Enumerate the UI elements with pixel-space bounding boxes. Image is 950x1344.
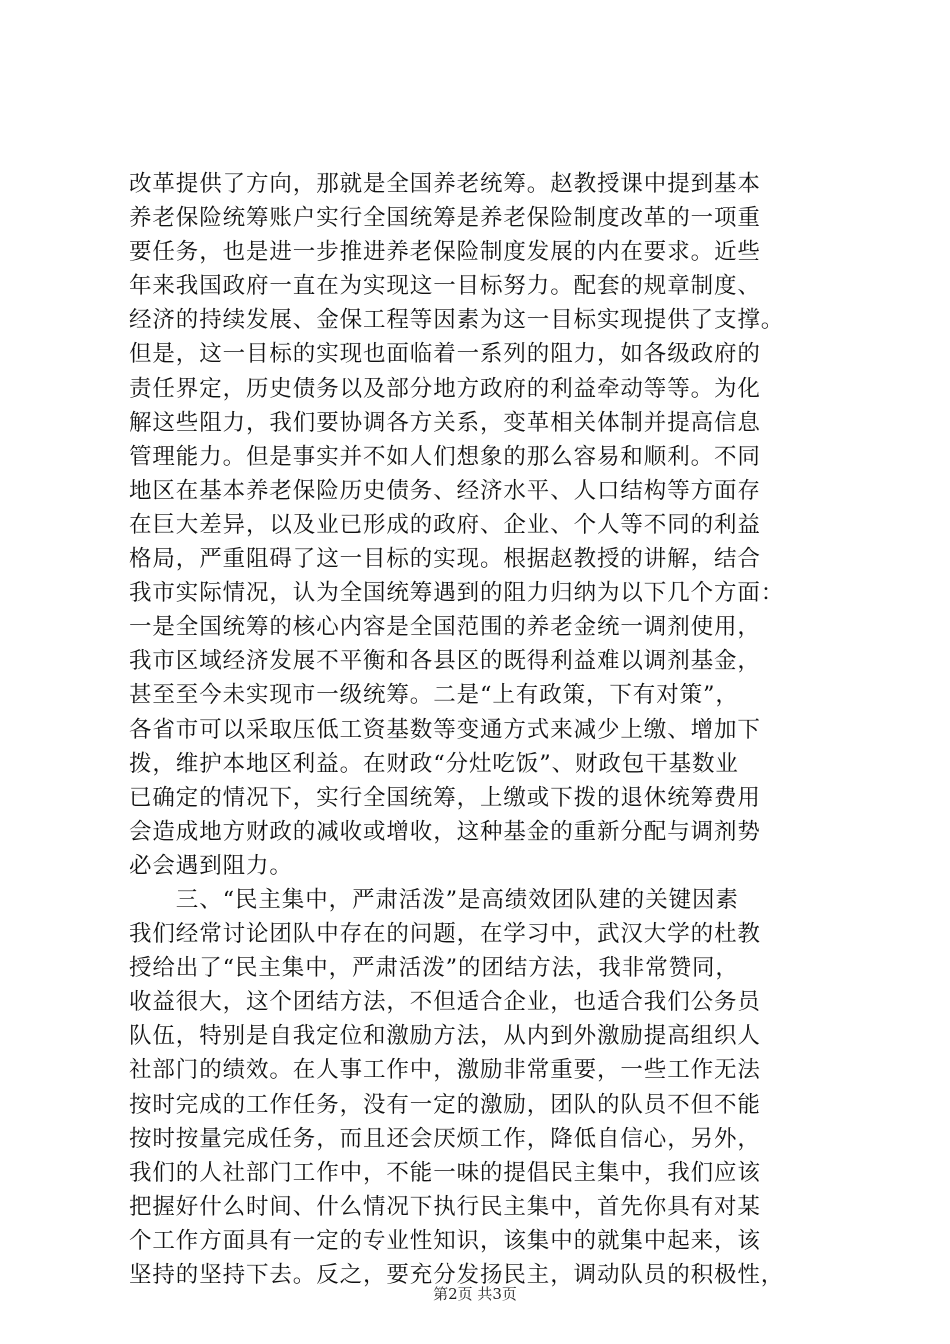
text-line: 个工作方面具有一定的专业性知识，该集中的就集中起来，该 bbox=[129, 1227, 761, 1254]
text-line: 我市实际情况，认为全国统筹遇到的阻力归纳为以下几个方面： bbox=[129, 580, 785, 607]
text-line: 年来我国政府一直在为实现这一目标努力。配套的规章制度、 bbox=[129, 273, 761, 300]
text-line: 在巨大差异，以及业已形成的政府、企业、个人等不同的利益 bbox=[129, 511, 761, 538]
text-line: 必会遇到阻力。 bbox=[129, 852, 293, 879]
text-line: 授给出了“民主集中，严肃活泼”的团结方法，我非常赞同， bbox=[129, 955, 739, 982]
text-line: 甚至至今未实现市一级统筹。二是“上有政策，下有对策”， bbox=[129, 682, 739, 709]
text-line: 收益很大，这个团结方法，不但适合企业，也适合我们公务员 bbox=[129, 989, 761, 1016]
text-line: 拨，维护本地区利益。在财政“分灶吃饭”、财政包干基数业 bbox=[129, 750, 739, 777]
text-line: 队伍，特别是自我定位和激励方法，从内到外激励提高组织人 bbox=[129, 1023, 761, 1050]
text-line: 社部门的绩效。在人事工作中，激励非常重要，一些工作无法 bbox=[129, 1057, 761, 1084]
text-line: 各省市可以采取压低工资基数等变通方式来减少上缴、增加下 bbox=[129, 716, 761, 743]
text-line: 解这些阻力，我们要协调各方关系，变革相关体制并提高信息 bbox=[129, 409, 761, 436]
text-line: 按时按量完成任务，而且还会厌烦工作，降低自信心，另外， bbox=[129, 1125, 761, 1152]
text-line: 要任务，也是进一步推进养老保险制度发展的内在要求。近些 bbox=[129, 239, 761, 266]
text-line: 我们经常讨论团队中存在的问题，在学习中，武汉大学的杜教 bbox=[129, 921, 761, 948]
text-line: 一是全国统筹的核心内容是全国范围的养老金统一调剂使用， bbox=[129, 614, 761, 641]
text-line: 但是，这一目标的实现也面临着一系列的阻力，如各级政府的 bbox=[129, 341, 761, 368]
text-line: 三、“民主集中，严肃活泼”是高绩效团队建的关键因素 bbox=[129, 886, 739, 913]
text-line: 坚持的坚持下去。反之，要充分发扬民主，调动队员的积极性， bbox=[129, 1262, 785, 1288]
text-line: 已确定的情况下，实行全国统筹，上缴或下拨的退休统筹费用 bbox=[129, 784, 761, 811]
text-line: 经济的持续发展、金保工程等因素为这一目标实现提供了支撑。 bbox=[129, 307, 785, 334]
text-line: 把握好什么时间、什么情况下执行民主集中，首先你具有对某 bbox=[129, 1193, 761, 1220]
text-line: 会造成地方财政的减收或增收，这种基金的重新分配与调剂势 bbox=[129, 818, 761, 845]
text-line: 养老保险统筹账户实行全国统筹是养老保险制度改革的一项重 bbox=[129, 205, 761, 232]
text-line: 管理能力。但是事实并不如人们想象的那么容易和顺利。不同 bbox=[129, 443, 761, 470]
text-line: 责任界定，历史债务以及部分地方政府的利益牵动等等。为化 bbox=[129, 375, 761, 402]
text-line: 地区在基本养老保险历史债务、经济水平、人口结构等方面存 bbox=[129, 477, 761, 504]
page-footer: 第2页 共3页 bbox=[433, 1285, 517, 1303]
text-line: 改革提供了方向，那就是全国养老统筹。赵教授课中提到基本 bbox=[129, 171, 761, 197]
document-body bbox=[129, 167, 841, 1292]
text-line: 我们的人社部门工作中，不能一味的提倡民主集中，我们应该 bbox=[129, 1159, 761, 1186]
text-line: 我市区域经济发展不平衡和各县区的既得利益难以调剂基金， bbox=[129, 648, 761, 675]
text-line: 按时完成的工作任务，没有一定的激励，团队的队员不但不能 bbox=[129, 1091, 761, 1118]
text-line: 格局，严重阻碍了这一目标的实现。根据赵教授的讲解，结合 bbox=[129, 546, 761, 573]
